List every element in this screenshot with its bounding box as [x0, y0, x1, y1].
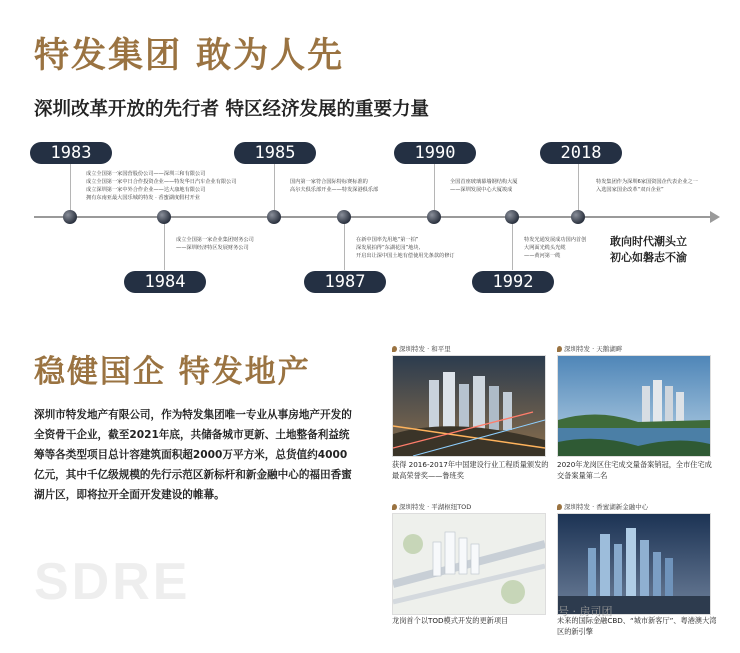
year-pill-1990: 1990 [394, 142, 476, 164]
slogan-line-1: 敢向时代潮头立 [610, 235, 687, 248]
desc-line: 国内第一家符合国际特标赛标准的 [290, 179, 368, 185]
desc-line: ——深圳经济特区发展财务公司 [176, 245, 249, 251]
project-label-text: 深圳特发 · 香蜜湖新金融中心 [564, 503, 649, 511]
desc-line: 成立全国第一家中日合作投资企业——特发华日汽车企业有限公司 [86, 179, 237, 185]
desc-line: 在新中国率先用地“第一拍” [356, 237, 419, 243]
project-label-text: 深圳特发 · 和平里 [399, 345, 451, 353]
timeline-dot-1990 [427, 210, 441, 224]
desc-line: 特发光通发展成功国内首创 [524, 237, 587, 243]
timeline-desc-1985 [290, 178, 378, 194]
city-night-photo [393, 356, 545, 456]
timeline-dot-1983 [63, 210, 77, 224]
desc-line: ——深圳发展中心大厦竣成 [450, 187, 513, 193]
stub-2018 [578, 163, 579, 213]
source-credit: 号 · 房司团 [558, 605, 613, 618]
project-caption-4: 未来的国际金融CBD、“城市新客厅”、粤港澳大湾区的新引擎 [557, 616, 717, 636]
project-label-4 [557, 502, 648, 511]
project-photo-2 [557, 355, 711, 457]
year-pill-1987: 1987 [304, 271, 386, 293]
desc-line: ——黄河第一缆 [524, 253, 561, 259]
sdre-watermark: SDRE [34, 553, 191, 611]
desc-line: 深发展拍得“东湖花园”地块, [356, 245, 421, 251]
desc-line: 全国首座玻璃幕墙钢结构大厦 [450, 179, 518, 185]
project-caption-1: 获得 2016-2017年中国建设行业工程质量颁发的最高荣誉奖——鲁班奖 [392, 460, 549, 480]
desc-line: 特发集团作为深圳6家国资国企代表企业之一 [596, 179, 698, 185]
project-photo-4 [557, 513, 711, 615]
project-photo-1 [392, 355, 546, 457]
stub-1992 [512, 217, 513, 270]
page-title: 特发集团 敢为人先 [34, 36, 345, 76]
timeline-desc-1984 [176, 236, 254, 252]
company-intro-paragraph: 深圳市特发地产有限公司，作为特发集团唯一专业从事房地产开发的全资骨干企业，截至2021年底，共储备城市更新、土地整备利益统筹等各类型项目总计容建筑面积超2000万平方米，总货值约4000亿元，其中千亿级规模的先行示范区新标杆和新金融中心的福田香蜜湖片区，即将拉开全面开发建设的帷幕。 [34, 409, 352, 501]
timeline-desc-1990 [450, 178, 517, 194]
timeline-arrow [710, 211, 720, 223]
year-pill-1984: 1984 [124, 271, 206, 293]
project-label-text: 深圳特发 · 平湖枢纽TOD [399, 503, 472, 511]
location-pin-icon [557, 504, 562, 510]
timeline-desc-2018 [596, 178, 698, 194]
lake-towers-photo [558, 356, 710, 456]
project-label-text: 深圳特发 · 天鹅湖畔 [564, 345, 623, 353]
year-pill-2018: 2018 [540, 142, 622, 164]
project-caption-3: 龙岗首个以TOD模式开发的更新项目 [392, 616, 509, 625]
project-label-3 [392, 502, 471, 511]
timeline-axis [34, 216, 714, 218]
stub-1983 [70, 163, 71, 213]
timeline-desc-1983 [86, 170, 236, 202]
timeline-dot-1984 [157, 210, 171, 224]
page-subtitle: 深圳改革开放的先行者 特区经济发展的重要力量 [34, 99, 429, 120]
timeline-dot-2018 [571, 210, 585, 224]
year-pill-1992: 1992 [472, 271, 554, 293]
desc-line: 开启出让深中国土地有偿使用先条款的修订 [356, 253, 455, 259]
timeline-slogan [610, 234, 687, 266]
year-pill-1985: 1985 [234, 142, 316, 164]
cbd-skyline-photo [558, 514, 710, 614]
desc-line: 高尔夫俱乐部开业——特发深港俱乐部 [290, 187, 379, 193]
desc-line: 入选国家国企改革“双百企业” [596, 187, 664, 193]
year-pill-1983: 1983 [30, 142, 112, 164]
timeline-desc-1992 [524, 236, 586, 260]
stub-1985 [274, 163, 275, 213]
desc-line: 拥有东南亚最大国乐城的特发 · 香蜜湖度假村开业 [86, 195, 200, 201]
timeline-dot-1985 [267, 210, 281, 224]
section-title: 稳健国企 特发地产 [34, 354, 311, 390]
stub-1987 [344, 217, 345, 270]
slogan-line-2: 初心如磐志不渝 [610, 251, 687, 264]
project-label-1 [392, 344, 451, 353]
desc-line: 大网面光缆头光缆 [524, 245, 566, 251]
desc-line: 成立全国第一家国营股份公司——深圳三和有限公司 [86, 171, 206, 177]
location-pin-icon [392, 504, 397, 510]
location-pin-icon [392, 346, 397, 352]
tod-aerial-photo [393, 514, 545, 614]
desc-line: 成立深圳第一家中外合作企业——达大康地有限公司 [86, 187, 206, 193]
project-caption-2: 2020年龙岗区住宅成交量备案销冠，全市住宅成交备案量第二名 [557, 460, 712, 480]
project-label-2 [557, 344, 622, 353]
desc-line: 成立全国第一家企业集团财务公司 [176, 237, 254, 243]
stub-1990 [434, 163, 435, 213]
timeline-desc-1987 [356, 236, 455, 260]
stub-1984 [164, 217, 165, 270]
location-pin-icon [557, 346, 562, 352]
timeline-dot-1992 [505, 210, 519, 224]
project-photo-3 [392, 513, 546, 615]
timeline-dot-1987 [337, 210, 351, 224]
